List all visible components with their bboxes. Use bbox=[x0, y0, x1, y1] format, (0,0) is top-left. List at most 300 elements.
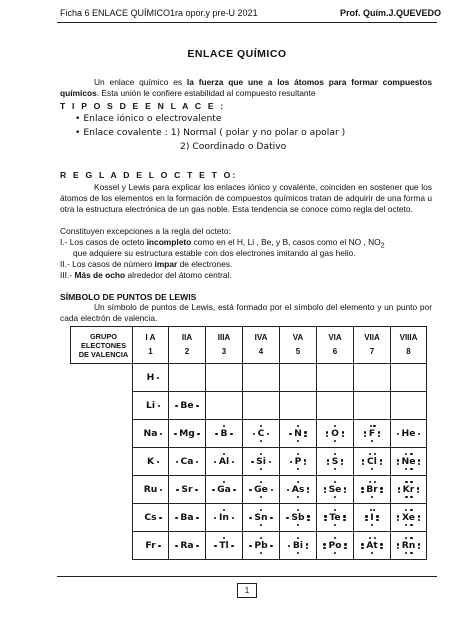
electron-dot bbox=[326, 435, 328, 437]
electron-dot bbox=[307, 519, 309, 521]
electron-dot bbox=[378, 431, 380, 433]
lewis-symbol bbox=[397, 428, 421, 439]
electron-dot bbox=[342, 435, 344, 437]
tipos-heading: T I P O S D E E N L A C E : bbox=[60, 101, 226, 111]
electron-dot bbox=[233, 489, 235, 491]
lewis-symbol-cell bbox=[280, 532, 317, 560]
lewis-symbol-cell bbox=[243, 420, 280, 448]
element-symbol: Ge bbox=[254, 484, 268, 495]
row-spacer bbox=[71, 420, 133, 448]
electron-dot bbox=[196, 517, 198, 519]
electron-dot bbox=[405, 468, 407, 470]
row-spacer bbox=[71, 476, 133, 504]
electron-dot bbox=[251, 461, 253, 463]
element-symbol: P bbox=[294, 456, 302, 467]
electron-dot bbox=[175, 545, 177, 547]
table-row bbox=[71, 392, 427, 420]
lewis-symbol bbox=[288, 540, 308, 551]
element-symbol: Ga bbox=[217, 484, 231, 495]
electron-dot bbox=[397, 459, 399, 461]
element-symbol: N bbox=[294, 428, 302, 439]
lewis-symbol bbox=[175, 540, 198, 551]
lewis-symbol-cell bbox=[206, 476, 243, 504]
electron-dot bbox=[249, 489, 251, 491]
electron-dot bbox=[253, 433, 255, 435]
electron-dot bbox=[361, 487, 363, 489]
electron-dot bbox=[341, 459, 343, 461]
electron-dot bbox=[287, 489, 289, 491]
electron-dot bbox=[417, 487, 419, 489]
excepcion-1-cont: que adquiere su estructura estable con dos electrones imitando al gas helio. bbox=[73, 248, 356, 258]
group-header: VA 5 bbox=[280, 327, 317, 364]
lewis-symbol-cell bbox=[354, 504, 391, 532]
lewis-symbol bbox=[327, 456, 344, 467]
electron-dot bbox=[260, 440, 262, 442]
lewis-symbol-cell bbox=[243, 476, 280, 504]
electron-dot bbox=[286, 517, 288, 519]
regla-paragraph: Kossel y Lewis para explicar los enlaces iónico y covalente, coinciden en sostener que los átomos de los elementos en la formación de compuestos químicos tratan de adquirir de una forma u otra la estructura electrónica de un gas noble. Esta tendencia se conoce como regla del octeto. bbox=[60, 182, 432, 214]
electron-dot bbox=[380, 459, 382, 461]
bullet-ionico: • Enlace iónico o electrovalente bbox=[75, 113, 222, 124]
element-symbol: Ne bbox=[401, 456, 416, 467]
electron-dot bbox=[405, 496, 407, 498]
electron-dot bbox=[418, 543, 420, 545]
electron-dot bbox=[297, 468, 299, 470]
electron-dot bbox=[380, 463, 382, 465]
electron-dot bbox=[418, 547, 420, 549]
lewis-symbol-cell bbox=[243, 504, 280, 532]
lewis-symbol-cell bbox=[354, 448, 391, 476]
electron-dot bbox=[323, 543, 325, 545]
electron-dot bbox=[327, 459, 329, 461]
regla-heading: R E G L A D E L O C T E T O: bbox=[60, 170, 238, 180]
electron-dot bbox=[371, 524, 373, 526]
electron-dot bbox=[342, 431, 344, 433]
electron-dot bbox=[160, 433, 162, 435]
element-symbol: I bbox=[370, 512, 374, 523]
electron-dot bbox=[297, 552, 299, 554]
lewis-symbol bbox=[249, 512, 272, 523]
lewis-symbol bbox=[139, 428, 163, 439]
electron-dot bbox=[159, 517, 161, 519]
lewis-symbol-cell bbox=[317, 476, 354, 504]
footer-rule bbox=[57, 576, 437, 577]
element-symbol: Fr bbox=[145, 540, 156, 551]
electron-dot bbox=[405, 552, 407, 554]
electron-dot bbox=[260, 524, 262, 526]
electron-dot bbox=[196, 461, 198, 463]
electron-dot bbox=[270, 545, 272, 547]
element-symbol: As bbox=[291, 484, 305, 495]
electron-dot bbox=[288, 545, 290, 547]
lewis-symbol-cell bbox=[317, 532, 354, 560]
table-row bbox=[71, 532, 427, 560]
empty-cell bbox=[317, 364, 354, 392]
electron-dot bbox=[371, 440, 373, 442]
electron-dot bbox=[249, 545, 251, 547]
group-label-cell: GRUPO ELECTONES DE VALENCIA bbox=[71, 327, 133, 364]
empty-cell bbox=[169, 364, 206, 392]
electron-dot bbox=[418, 459, 420, 461]
lewis-symbol bbox=[251, 456, 271, 467]
electron-dot bbox=[260, 468, 262, 470]
table-row bbox=[71, 420, 427, 448]
row-spacer bbox=[71, 448, 133, 476]
electron-dot bbox=[343, 515, 345, 517]
electron-dot bbox=[304, 435, 306, 437]
page-title: ENLACE QUÍMICO bbox=[187, 48, 287, 60]
empty-cell bbox=[280, 392, 317, 420]
element-symbol: In bbox=[219, 512, 229, 523]
lewis-symbol bbox=[140, 540, 160, 551]
electron-dot bbox=[361, 543, 363, 545]
lewis-symbol-cell bbox=[354, 476, 391, 504]
lewis-symbol bbox=[397, 456, 421, 467]
lewis-symbol-cell bbox=[133, 532, 169, 560]
lewis-symbol-cell bbox=[354, 420, 391, 448]
lewis-symbol-cell bbox=[391, 504, 427, 532]
lewis-symbol bbox=[212, 484, 236, 495]
electron-dot bbox=[232, 517, 234, 519]
electron-dot bbox=[212, 489, 214, 491]
lewis-symbol-cell bbox=[133, 392, 169, 420]
lewis-symbol-cell bbox=[169, 448, 206, 476]
group-header: IIA 2 bbox=[169, 327, 206, 364]
group-header: IIIA 3 bbox=[206, 327, 243, 364]
table-row bbox=[71, 448, 427, 476]
row-spacer bbox=[71, 504, 133, 532]
electron-dot bbox=[417, 491, 419, 493]
electron-dot bbox=[398, 491, 400, 493]
lewis-symbol bbox=[398, 484, 420, 495]
electron-dot bbox=[231, 545, 233, 547]
electron-dot bbox=[324, 515, 326, 517]
electron-dot bbox=[158, 545, 160, 547]
electron-dot bbox=[397, 519, 399, 521]
electron-dot bbox=[397, 463, 399, 465]
electron-dot bbox=[362, 463, 364, 465]
lewis-symbol-cell bbox=[354, 532, 391, 560]
electron-dot bbox=[157, 461, 159, 463]
electron-dot bbox=[304, 431, 306, 433]
electron-dot bbox=[410, 468, 412, 470]
lewis-symbol bbox=[139, 512, 161, 523]
electron-dot bbox=[380, 543, 382, 545]
lewis-symbol-cell bbox=[206, 532, 243, 560]
lewis-symbol-cell bbox=[169, 476, 206, 504]
element-symbol: Se bbox=[328, 484, 342, 495]
empty-cell bbox=[280, 364, 317, 392]
lewis-symbol-cell bbox=[133, 420, 169, 448]
electron-dot bbox=[410, 496, 412, 498]
element-symbol: Ra bbox=[180, 540, 194, 551]
element-symbol: K bbox=[146, 456, 155, 467]
electron-dot bbox=[405, 524, 407, 526]
element-symbol: Na bbox=[143, 428, 158, 439]
lewis-symbol-cell bbox=[169, 504, 206, 532]
lewis-symbol-cell bbox=[133, 364, 169, 392]
empty-cell bbox=[354, 392, 391, 420]
element-symbol: Be bbox=[180, 400, 194, 411]
table-row bbox=[71, 504, 427, 532]
electron-dot bbox=[418, 515, 420, 517]
lewis-heading: SÍMBOLO DE PUNTOS DE LEWIS bbox=[60, 292, 197, 302]
electron-dot bbox=[365, 519, 367, 521]
lewis-symbol-cell bbox=[280, 420, 317, 448]
electron-dot bbox=[344, 491, 346, 493]
electron-dot bbox=[260, 496, 262, 498]
lewis-symbol bbox=[397, 540, 421, 551]
lewis-symbol bbox=[175, 400, 198, 411]
electron-dot bbox=[371, 496, 373, 498]
lewis-symbol-cell bbox=[280, 504, 317, 532]
electron-dot bbox=[306, 543, 308, 545]
lewis-symbol bbox=[287, 484, 310, 495]
element-symbol: Te bbox=[329, 512, 341, 523]
electron-dot bbox=[160, 489, 162, 491]
excepcion-3: III.- Más de ocho alrededor del átomo central. bbox=[60, 270, 232, 280]
lewis-symbol-cell bbox=[243, 532, 280, 560]
electron-dot bbox=[175, 517, 177, 519]
group-header: VIA 6 bbox=[317, 327, 354, 364]
electron-dot bbox=[174, 433, 176, 435]
lewis-symbol-cell bbox=[133, 448, 169, 476]
electron-dot bbox=[334, 524, 336, 526]
excepciones-intro: Constituyen excepciones a la regla del octeto: bbox=[60, 226, 231, 236]
lewis-symbol-cell bbox=[317, 504, 354, 532]
lewis-symbol bbox=[249, 540, 272, 551]
element-symbol: Po bbox=[328, 540, 342, 551]
empty-cell bbox=[243, 364, 280, 392]
intro-paragraph: Un enlace químico es la fuerza que une a los átomos para formar compuestos químicos. Esta unión le confiere estabilidad al compuesto resultante bbox=[60, 77, 432, 98]
electron-dot bbox=[214, 545, 216, 547]
electron-dot bbox=[410, 552, 412, 554]
electron-dot bbox=[232, 461, 234, 463]
element-symbol: B bbox=[220, 428, 228, 439]
empty-cell bbox=[206, 392, 243, 420]
electron-dot bbox=[361, 491, 363, 493]
electron-dot bbox=[290, 461, 292, 463]
electron-dot bbox=[289, 433, 291, 435]
lewis-symbol bbox=[214, 540, 233, 551]
table-row bbox=[71, 476, 427, 504]
electron-dot bbox=[304, 463, 306, 465]
electron-dot bbox=[297, 524, 299, 526]
electron-dot bbox=[269, 461, 271, 463]
lewis-symbol bbox=[326, 428, 344, 439]
electron-dot bbox=[157, 377, 159, 379]
bullet-coordinado: 2) Coordinado o Dativo bbox=[180, 141, 287, 152]
excepcion-2: II.- Los casos de número impar de electrones. bbox=[60, 259, 233, 269]
electron-dot bbox=[158, 405, 160, 407]
header-rule bbox=[57, 22, 437, 23]
electron-dot bbox=[418, 463, 420, 465]
header-author: Prof. Quím.J.QUEVEDO bbox=[340, 8, 442, 18]
lewis-symbol bbox=[286, 512, 309, 523]
lewis-symbol bbox=[176, 484, 197, 495]
lewis-table bbox=[70, 326, 427, 560]
electron-dot bbox=[410, 524, 412, 526]
empty-cell bbox=[243, 392, 280, 420]
electron-dot bbox=[271, 489, 273, 491]
lewis-symbol bbox=[365, 512, 378, 523]
lewis-symbol bbox=[174, 428, 200, 439]
electron-dot bbox=[397, 543, 399, 545]
excepcion-1: I.- Los casos de octeto incompleto como en el H, Li , Be, y B, casos como el NO , $NO_2$ bbox=[60, 237, 385, 250]
element-symbol: O bbox=[331, 428, 339, 439]
element-symbol: Ba bbox=[180, 512, 194, 523]
empty-cell bbox=[317, 392, 354, 420]
electron-dot bbox=[197, 433, 199, 435]
element-symbol: C bbox=[257, 428, 265, 439]
bullet-covalente: • Enlace covalente : 1) Normal ( polar y no polar o apolar ) bbox=[75, 127, 346, 138]
lewis-symbol bbox=[289, 428, 307, 439]
table-header-row bbox=[71, 327, 427, 364]
lewis-symbol bbox=[142, 456, 159, 467]
lewis-symbol bbox=[214, 456, 234, 467]
group-header: VIIA 7 bbox=[354, 327, 391, 364]
element-symbol: H bbox=[146, 372, 155, 383]
lewis-symbol bbox=[361, 484, 383, 495]
electron-dot bbox=[196, 545, 198, 547]
electron-dot bbox=[380, 491, 382, 493]
electron-dot bbox=[326, 431, 328, 433]
electron-dot bbox=[297, 496, 299, 498]
electron-dot bbox=[371, 468, 373, 470]
electron-dot bbox=[214, 517, 216, 519]
lewis-symbol-cell bbox=[280, 476, 317, 504]
lewis-symbol-cell bbox=[206, 448, 243, 476]
lewis-symbol-cell bbox=[317, 448, 354, 476]
element-symbol: Ca bbox=[180, 456, 194, 467]
electron-dot bbox=[260, 552, 262, 554]
electron-dot bbox=[334, 440, 336, 442]
electron-dot bbox=[267, 433, 269, 435]
electron-dot bbox=[324, 491, 326, 493]
electron-dot bbox=[327, 463, 329, 465]
lewis-symbol-cell bbox=[206, 504, 243, 532]
element-symbol: Bi bbox=[292, 540, 304, 551]
electron-dot bbox=[380, 547, 382, 549]
electron-dot bbox=[397, 433, 399, 435]
row-spacer bbox=[71, 532, 133, 560]
element-symbol: He bbox=[401, 428, 416, 439]
electron-dot bbox=[418, 519, 420, 521]
lewis-symbol bbox=[324, 512, 345, 523]
lewis-symbol bbox=[142, 372, 160, 383]
lewis-symbol bbox=[249, 484, 273, 495]
electron-dot bbox=[398, 487, 400, 489]
lewis-symbol bbox=[324, 484, 347, 495]
lewis-symbol-cell bbox=[280, 448, 317, 476]
electron-dot bbox=[362, 459, 364, 461]
lewis-symbol bbox=[141, 400, 160, 411]
electron-dot bbox=[324, 519, 326, 521]
lewis-symbol bbox=[175, 512, 198, 523]
electron-dot bbox=[230, 433, 232, 435]
element-symbol: Mg bbox=[179, 428, 195, 439]
electron-dot bbox=[307, 491, 309, 493]
lewis-symbol bbox=[323, 540, 346, 551]
lewis-symbol-cell bbox=[169, 392, 206, 420]
electron-dot bbox=[365, 515, 367, 517]
electron-dot bbox=[397, 515, 399, 517]
electron-dot bbox=[214, 461, 216, 463]
lewis-symbol bbox=[215, 428, 232, 439]
element-symbol: Cs bbox=[144, 512, 157, 523]
element-symbol: Al bbox=[218, 456, 230, 467]
element-symbol: Si bbox=[256, 456, 266, 467]
element-symbol: At bbox=[366, 540, 378, 551]
electron-dot bbox=[307, 515, 309, 517]
electron-dot bbox=[344, 543, 346, 545]
electron-dot bbox=[334, 552, 336, 554]
electron-dot bbox=[371, 552, 373, 554]
empty-cell bbox=[354, 364, 391, 392]
lewis-symbol bbox=[362, 456, 382, 467]
electron-dot bbox=[196, 405, 198, 407]
electron-dot bbox=[344, 487, 346, 489]
lewis-symbol-cell bbox=[206, 420, 243, 448]
electron-dot bbox=[418, 433, 420, 435]
electron-dot bbox=[249, 517, 251, 519]
electron-dot bbox=[364, 435, 366, 437]
row-spacer bbox=[71, 364, 133, 392]
lewis-symbol-cell bbox=[391, 448, 427, 476]
element-symbol: Rn bbox=[401, 540, 416, 551]
lewis-symbol bbox=[364, 428, 380, 439]
empty-cell bbox=[391, 364, 427, 392]
electron-dot bbox=[344, 547, 346, 549]
electron-dot bbox=[297, 440, 299, 442]
row-spacer bbox=[71, 392, 133, 420]
lewis-symbol bbox=[253, 428, 270, 439]
element-symbol: Tl bbox=[219, 540, 229, 551]
lewis-symbol bbox=[176, 456, 199, 467]
lewis-symbol-cell bbox=[391, 420, 427, 448]
element-symbol: Cl bbox=[367, 456, 377, 467]
lewis-symbol-cell bbox=[133, 476, 169, 504]
element-symbol: Xe bbox=[401, 512, 416, 523]
element-symbol: Pb bbox=[254, 540, 268, 551]
electron-dot bbox=[176, 489, 178, 491]
electron-dot bbox=[341, 463, 343, 465]
empty-cell bbox=[206, 364, 243, 392]
element-symbol: Sn bbox=[254, 512, 268, 523]
lewis-symbol bbox=[139, 484, 163, 495]
lewis-symbol-cell bbox=[317, 420, 354, 448]
electron-dot bbox=[175, 405, 177, 407]
electron-dot bbox=[323, 547, 325, 549]
electron-dot bbox=[376, 519, 378, 521]
element-symbol: Br bbox=[366, 484, 378, 495]
group-header: I A 1 bbox=[133, 327, 169, 364]
electron-dot bbox=[304, 459, 306, 461]
electron-dot bbox=[324, 487, 326, 489]
lewis-symbol bbox=[214, 512, 234, 523]
lewis-symbol-cell bbox=[391, 532, 427, 560]
lewis-symbol-cell bbox=[133, 504, 169, 532]
element-symbol: Li bbox=[145, 400, 155, 411]
lewis-symbol-cell bbox=[169, 420, 206, 448]
header-title: Ficha 6 ENLACE QUÍMICO1ra opor.y pre-U 2021 bbox=[60, 8, 258, 18]
element-symbol: S bbox=[331, 456, 339, 467]
electron-dot bbox=[334, 468, 336, 470]
lewis-paragraph: Un símbolo de puntos de Lewis, está formado por el símbolo del elemento y un punto por cada electrón de valencia. bbox=[60, 302, 432, 323]
electron-dot bbox=[215, 433, 217, 435]
group-header: VIIIA 8 bbox=[391, 327, 427, 364]
lewis-symbol-cell bbox=[243, 448, 280, 476]
